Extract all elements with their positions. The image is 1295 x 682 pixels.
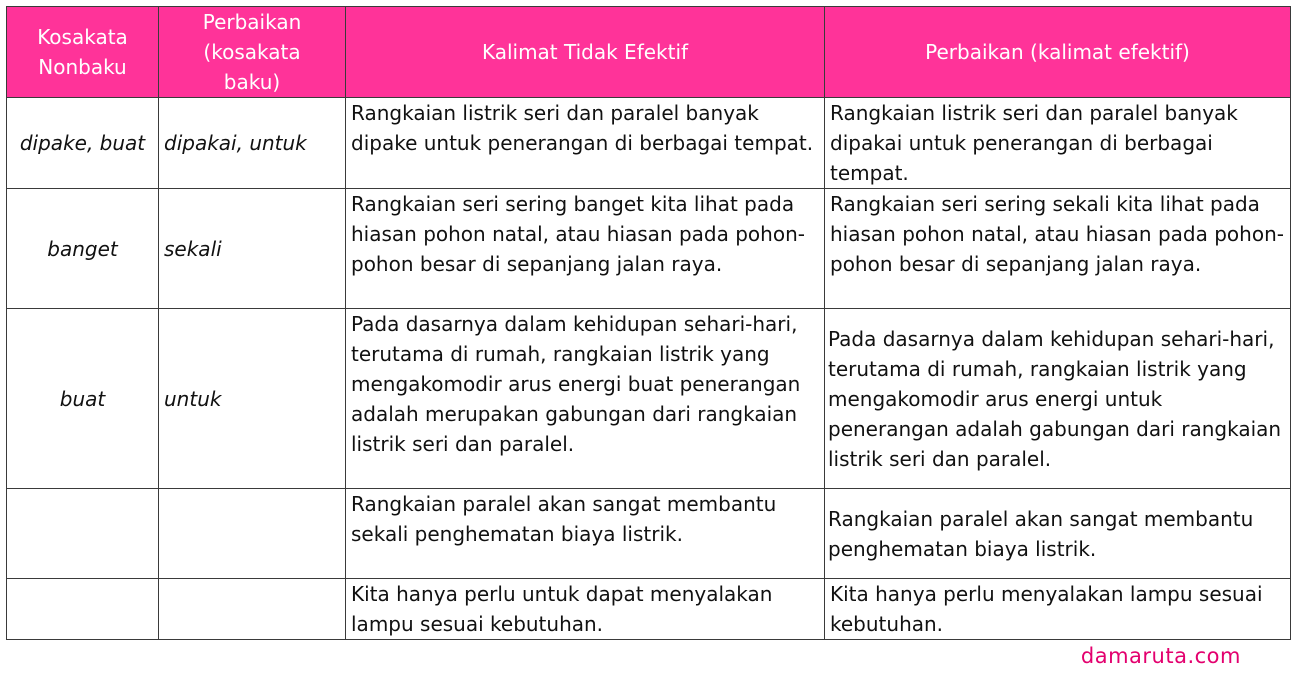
cell-nonbaku xyxy=(7,579,159,640)
cell-nonbaku: dipake, buat xyxy=(7,98,159,189)
cell-baku: untuk xyxy=(159,309,346,489)
cell-tidak-efektif: Rangkaian listrik seri dan paralel banyak dipake untuk penerangan di berbagai tempat. xyxy=(346,98,825,189)
cell-efektif: Rangkaian paralel akan sangat membantu penghematan biaya listrik. xyxy=(825,489,1291,579)
table-row xyxy=(7,579,1291,640)
header-row xyxy=(7,7,1291,98)
header-perbaikan-kosakata: Perbaikan (kosakata baku) xyxy=(159,7,346,98)
cell-nonbaku xyxy=(7,489,159,579)
cell-efektif: Pada dasarnya dalam kehidupan sehari-hari, terutama di rumah, rangkaian listrik yang mengakomodir arus energi untuk penerangan adalah gabungan dari rangkaian listrik seri dan paralel. xyxy=(825,309,1291,489)
cell-baku: sekali xyxy=(159,189,346,309)
header-kalimat-efektif: Perbaikan (kalimat efektif) xyxy=(825,7,1291,98)
table-row xyxy=(7,98,1291,189)
header-kalimat-tidak-efektif: Kalimat Tidak Efektif xyxy=(346,7,825,98)
cell-tidak-efektif: Rangkaian seri sering banget kita lihat pada hiasan pohon natal, atau hiasan pada pohon-pohon besar di sepanjang jalan raya. xyxy=(346,189,825,309)
cell-nonbaku: buat xyxy=(7,309,159,489)
cell-efektif: Kita hanya perlu menyalakan lampu sesuai kebutuhan. xyxy=(825,579,1291,640)
header-kosakata-nonbaku: Kosakata Nonbaku xyxy=(7,7,159,98)
cell-efektif: Rangkaian seri sering sekali kita lihat pada hiasan pohon natal, atau hiasan pada pohon-pohon besar di sepanjang jalan raya. xyxy=(825,189,1291,309)
cell-tidak-efektif: Pada dasarnya dalam kehidupan sehari-hari, terutama di rumah, rangkaian listrik yang mengakomodir arus energi buat penerangan adalah merupakan gabungan dari rangkaian listrik seri dan paralel. xyxy=(346,309,825,489)
table-row xyxy=(7,309,1291,489)
cell-nonbaku: banget xyxy=(7,189,159,309)
table-row xyxy=(7,189,1291,309)
cell-tidak-efektif: Rangkaian paralel akan sangat membantu sekali penghematan biaya listrik. xyxy=(346,489,825,579)
cell-tidak-efektif: Kita hanya perlu untuk dapat menyalakan lampu sesuai kebutuhan. xyxy=(346,579,825,640)
comparison-table xyxy=(6,6,1291,640)
cell-baku xyxy=(159,579,346,640)
cell-baku: dipakai, untuk xyxy=(159,98,346,189)
cell-baku xyxy=(159,489,346,579)
table-header xyxy=(7,7,1291,98)
table-row xyxy=(7,489,1291,579)
table-body xyxy=(7,98,1291,640)
cell-efektif: Rangkaian listrik seri dan paralel banyak dipakai untuk penerangan di berbagai tempat. xyxy=(825,98,1291,189)
site-watermark: damaruta.com xyxy=(1080,644,1241,668)
